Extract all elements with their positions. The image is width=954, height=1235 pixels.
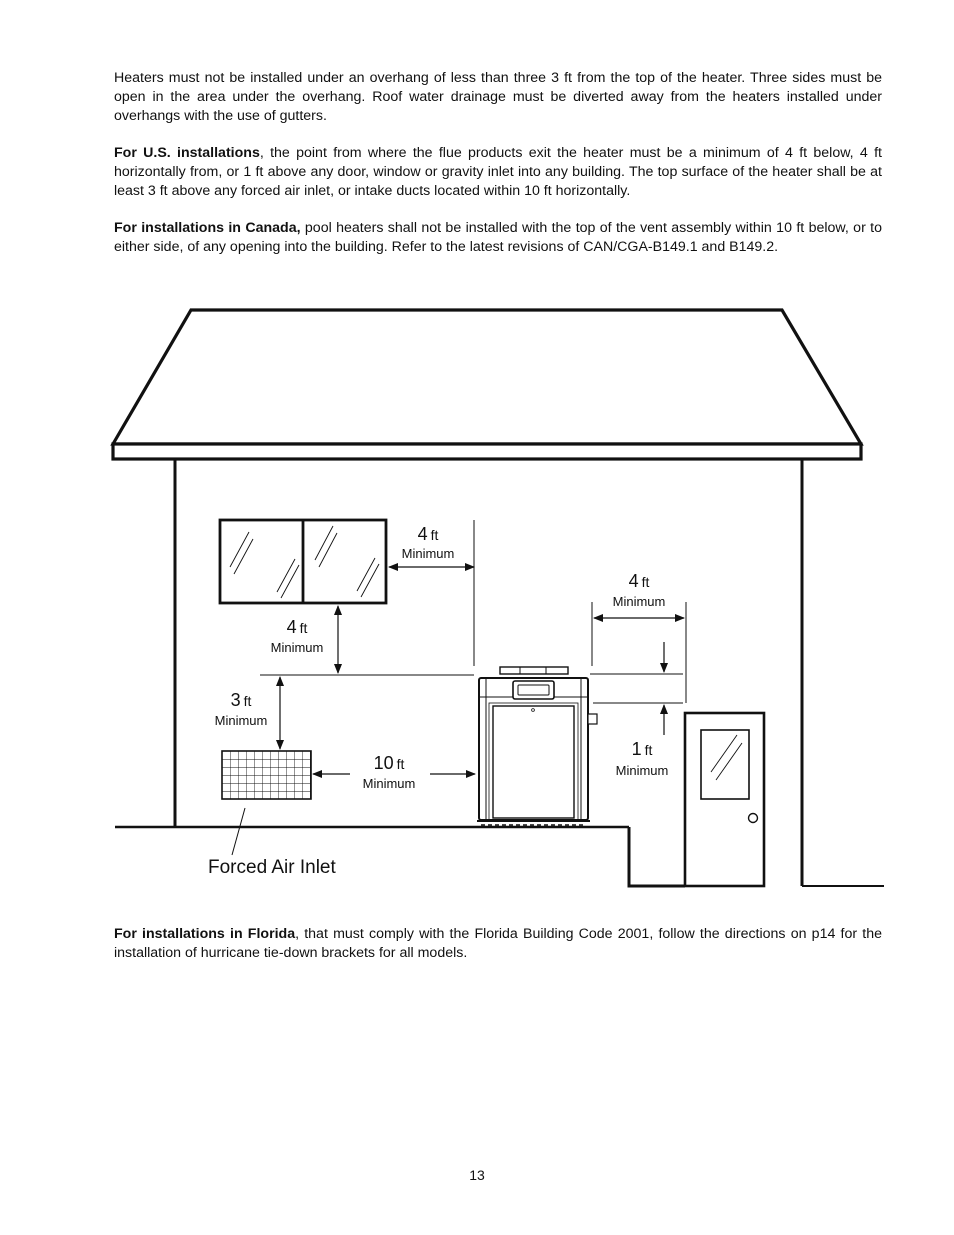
door <box>685 713 764 886</box>
svg-text:Minimum: Minimum <box>615 763 669 778</box>
svg-text:Minimum: Minimum <box>270 640 324 655</box>
overhang-paragraph: Heaters must not be installed under an overhang of less than three 3 ft from the top of the heater. Three sides must be open in the area under the overhang. Roof water drainage must be diverted away from the heaters installed under overhangs with the use of gutters. <box>114 70 882 124</box>
svg-text:4ft: 4 ft <box>286 617 308 637</box>
pool-heater <box>477 667 597 825</box>
roof <box>113 310 861 459</box>
us-installations-heading: For U.S. installations <box>114 145 260 161</box>
window <box>220 520 386 603</box>
canada-installations-text: pool heaters shall not be installed with the top of the vent assembly within 10 ft below, or to either side, of any opening into the building. Refer to the latest revisions of CAN/CGA-B149.1 and B149.2. <box>114 220 882 255</box>
florida-installations-paragraph <box>114 925 882 963</box>
svg-text:1ft: 1 ft <box>631 739 653 759</box>
svg-text:10ft: 10 ft <box>373 753 405 773</box>
svg-text:Minimum: Minimum <box>401 546 455 561</box>
forced-air-inlet-label: Forced Air Inlet <box>208 857 336 878</box>
florida-installations-heading: For installations in Florida <box>114 926 296 942</box>
svg-text:4ft: 4 ft <box>628 571 650 591</box>
svg-text:4ft: 4 ft <box>417 524 439 544</box>
svg-text:Minimum: Minimum <box>612 594 666 609</box>
svg-text:3ft: 3 ft <box>230 690 252 710</box>
svg-text:Minimum: Minimum <box>362 776 416 791</box>
svg-text:Minimum: Minimum <box>214 713 268 728</box>
us-installations-text: , the point from where the flue products exit the heater must be a minimum of 4 ft below, 4 ft horizontally from, or 1 ft above any door, window or gravity inlet into any building. The top surface of the heater shall be at least 3 ft above any forced air inlet, or intake ducts located within 10 ft horizontally. <box>114 145 883 199</box>
page-number: 13 <box>469 1167 485 1183</box>
canada-installations-heading: For installations in Canada, <box>114 220 301 236</box>
florida-installations-text: , that must comply with the Florida Building Code 2001, follow the directions on p14 for the installation of hurricane tie-down brackets for all models. <box>114 926 882 961</box>
forced-air-inlet <box>222 751 311 855</box>
